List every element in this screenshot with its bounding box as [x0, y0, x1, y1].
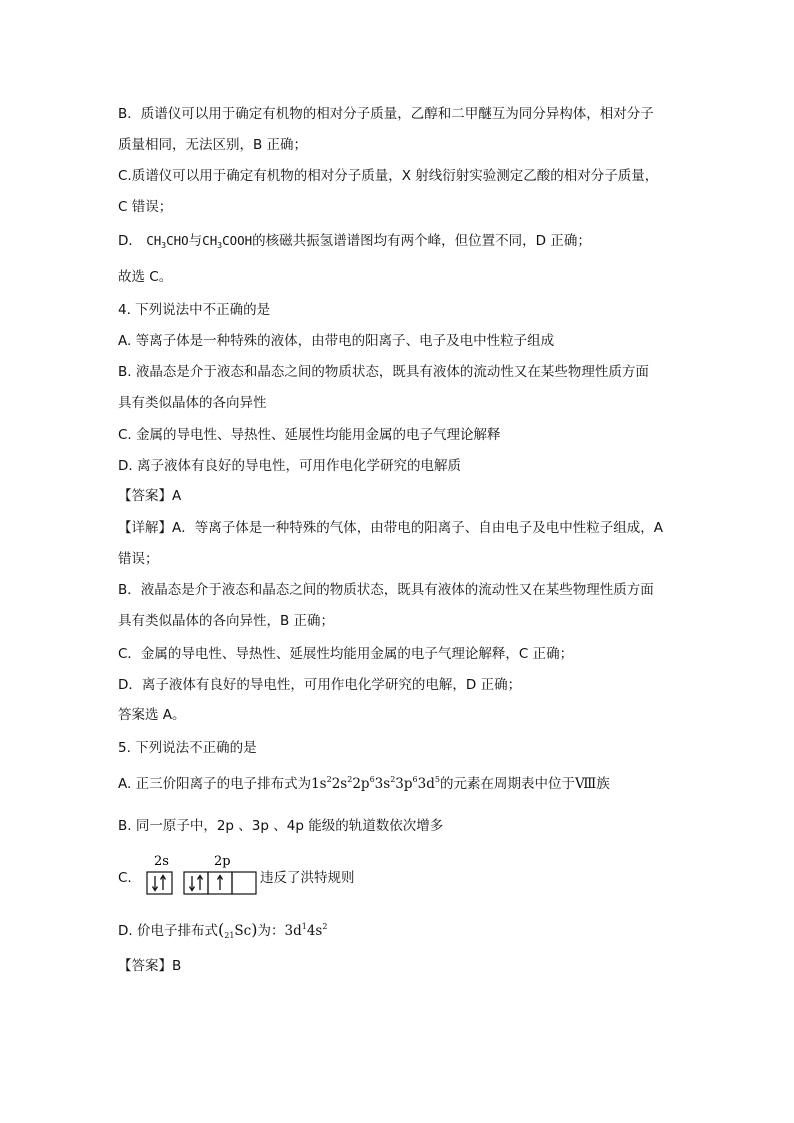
- q4-option-c: C. 金属的导电性、导热性、延展性均能用金属的电子气理论解释: [118, 427, 501, 443]
- q3-conclusion: 故选 C。: [118, 269, 173, 285]
- q3-explanation-c-line1: C.质谱仪可以用于确定有机物的相对分子质量，X 射线衍射实验测定乙酸的相对分子质量，: [118, 168, 659, 184]
- orbital-box-2p-1: [184, 872, 208, 894]
- q4-conclusion: 答案选 A。: [118, 707, 186, 723]
- arrow-up-icon: [198, 876, 203, 891]
- group-numeral: Ⅷ: [574, 776, 597, 792]
- q4-stem: 4. 下列说法中不正确的是: [118, 302, 271, 318]
- q5-option-b: B. 同一原子中，2p 、3p 、4p 能级的轨道数依次增多: [118, 818, 444, 834]
- q4-detail-c: C．金属的导电性、导热性、延展性均能用金属的电子气理论解释，C 正确；: [118, 646, 574, 662]
- formula-acetaldehyde: $CH_3CHO$: [146, 233, 189, 250]
- arrow-up-icon: [161, 876, 166, 891]
- q5-option-a: A. 正三价阳离子的电子排布式为$1s^22s^22p^63s^23p^63d^5$的元素在周期表中位于Ⅷ族: [118, 775, 610, 792]
- q4-option-a: A. 等离子体是一种特殊的液体，由带电的阳离子、电子及电中性粒子组成: [118, 333, 555, 349]
- q4-detail-a-line1: 【详解】A．等离子体是一种特殊的气体，由带电的阳离子、自由电子及电中性粒子组成，A: [118, 520, 663, 536]
- orbital-diagram: [146, 852, 266, 898]
- orbital-box-2p-3: [232, 872, 256, 894]
- q5-option-c-text: 违反了洪特规则: [260, 870, 355, 886]
- q4-detail-a-line2: 错误；: [118, 551, 159, 567]
- q4-option-b-line2: 具有类似晶体的各向异性: [118, 395, 267, 411]
- q3-d-mid: 与: [188, 233, 203, 249]
- orbital-box-2s: [147, 872, 172, 894]
- q3-d-prefix: D．: [118, 233, 142, 249]
- arrow-down-icon: [153, 876, 158, 891]
- q4-detail-d: D．离子液体有良好的导电性，可用作电化学研究的电解，D 正确；: [118, 677, 522, 693]
- orbital-label-2p: 2p: [214, 854, 231, 869]
- valence-configuration: $3d^14s^2$: [284, 922, 328, 939]
- q3-d-suffix: 的核磁共振氢谱谱图均有两个峰，但位置不同，D 正确；: [252, 233, 591, 249]
- arrow-up-icon: [218, 876, 223, 891]
- q4-answer: 【答案】A: [118, 488, 182, 504]
- q5-option-c-label: C.: [118, 870, 132, 886]
- q3-explanation-d: [118, 232, 591, 250]
- q4-option-b-line1: B. 液晶态是介于液态和晶态之间的物质状态，既具有液体的流动性又在某些物理性质方面: [118, 364, 649, 380]
- arrow-down-icon: [190, 876, 195, 891]
- q4-detail-b-line2: 具有类似晶体的各向异性，B 正确；: [118, 613, 335, 629]
- q5-stem: 5. 下列说法不正确的是: [118, 740, 257, 756]
- q4-option-d: D. 离子液体有良好的导电性，可用作电化学研究的电解质: [118, 458, 461, 474]
- scandium-notation: $(_{21}Sc)$: [217, 920, 258, 940]
- q3-explanation-b-line2: 质量相同，无法区别，B 正确；: [118, 137, 308, 153]
- electron-configuration: $1s^22s^22p^63s^23p^63d^5$: [311, 775, 440, 792]
- formula-acetic-acid: $CH_3COOH$: [202, 233, 253, 250]
- q5-answer: 【答案】B: [118, 958, 182, 974]
- q3-explanation-c-line2: C 错误；: [118, 199, 173, 215]
- q3-explanation-b-line1: B．质谱仪可以用于确定有机物的相对分子质量，乙醇和二甲醚互为同分异构体，相对分子: [118, 106, 654, 122]
- orbital-label-2s: 2s: [154, 854, 169, 869]
- q5-option-d: D. 价电子排布式$(_{21}Sc)$为：$3d^14s^2$: [118, 920, 328, 940]
- q4-detail-b-line1: B．液晶态是介于液态和晶态之间的物质状态，既具有液体的流动性又在某些物理性质方面: [118, 582, 654, 598]
